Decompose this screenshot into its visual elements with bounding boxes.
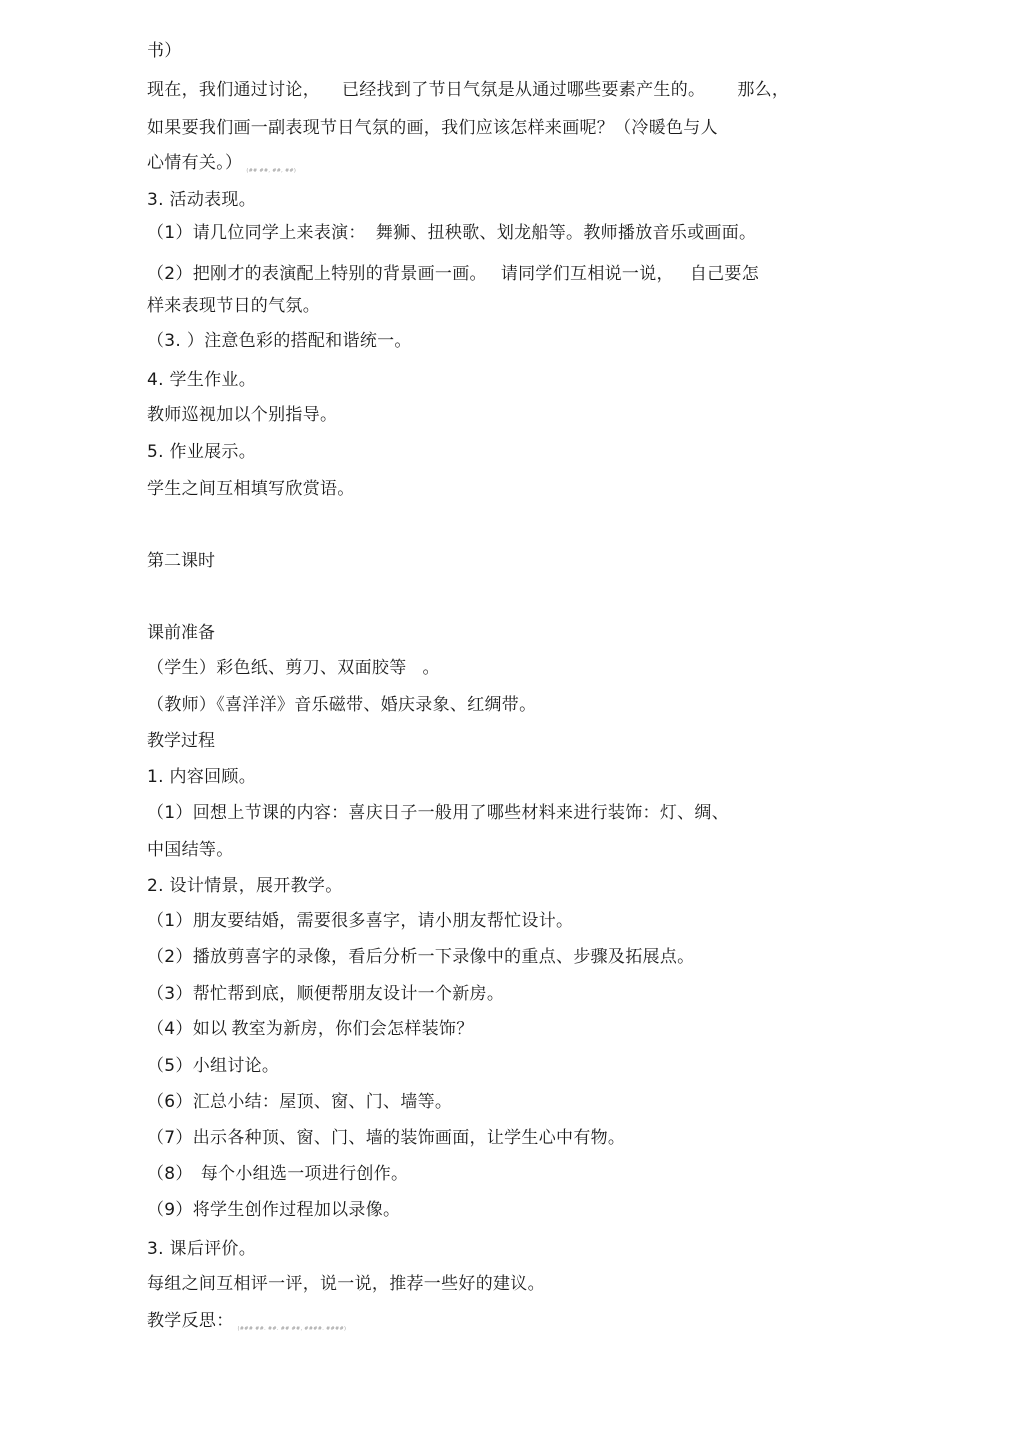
text-line: （3）帮忙帮到底，顺便帮朋友设计一个新房。: [147, 984, 505, 1004]
faint-mark: (### ##. ##. ## ##, ####. ####): [237, 1326, 347, 1332]
text-line: 中国结等。: [147, 840, 234, 860]
text-line: （2）播放剪喜字的录像，看后分析一下录像中的重点、步骤及拓展点。: [147, 947, 695, 967]
text-line: （5）小组讨论。: [147, 1056, 280, 1076]
subsection-heading: 课前准备: [147, 623, 215, 643]
text-line: （2）把刚才的表演配上特别的背景画一画。 请同学们互相说一说， 自己要怎: [147, 264, 760, 284]
text-line: （教师）《喜洋洋》音乐磁带、婚庆录象、红绸带。: [147, 695, 537, 715]
text-line: 如果要我们画一副表现节日气氛的画，我们应该怎样来画呢？（冷暖色与人: [147, 118, 718, 138]
text-line: 2. 设计情景，展开教学。: [147, 876, 343, 896]
text-line: （3. ）注意色彩的搭配和谐统一。: [147, 331, 412, 351]
text-line: （8） 每个小组选一项进行创作。: [147, 1164, 409, 1184]
text-line: 1. 内容回顾。: [147, 767, 257, 787]
text-line: 3. 课后评价。: [147, 1239, 257, 1259]
text-line: 5. 作业展示。: [147, 442, 257, 462]
section-heading: 第二课时: [147, 551, 215, 571]
text-line: 每组之间互相评一评，说一说，推荐一些好的建议。: [147, 1274, 545, 1294]
text-line: （7）出示各种顶、窗、门、墙的装饰画面，让学生心中有物。: [147, 1128, 626, 1148]
text-line: （1）朋友要结婚，需要很多喜字，请小朋友帮忙设计。: [147, 911, 574, 931]
text-line: 学生之间互相填写欣赏语。: [147, 479, 355, 499]
text-line: 3. 活动表现。: [147, 190, 257, 210]
text-line: （6）汇总小结：屋顶、窗、门、墙等。: [147, 1092, 453, 1112]
text-line: （学生）彩色纸、剪刀、双面胶等 。: [147, 658, 440, 678]
text-line: 教师巡视加以个别指导。: [147, 405, 338, 425]
text-line: 4. 学生作业。: [147, 370, 257, 390]
text-line: 心情有关。） (## ##, ##, ##): [147, 153, 297, 174]
text-line: 书）: [147, 41, 182, 61]
subsection-heading: 教学过程: [147, 731, 215, 751]
text-line: 样来表现节日的气氛。: [147, 296, 320, 316]
text-line: （1）回想上节课的内容：喜庆日子一般用了哪些材料来进行装饰：灯、绸、: [147, 803, 730, 823]
text-line: 教学反思： (### ##. ##. ## ##, ####. ####): [147, 1311, 347, 1332]
faint-mark: (## ##, ##, ##): [246, 168, 297, 174]
text-line: （9）将学生创作过程加以录像。: [147, 1200, 401, 1220]
text-line: （4）如以 教室为新房，你们会怎样装饰？: [147, 1019, 474, 1039]
text-line: 现在，我们通过讨论， 已经找到了节日气氛是从通过哪些要素产生的。 那么，: [147, 80, 790, 100]
text-line: （1）请几位同学上来表演： 舞狮、扭秧歌、划龙船等。教师播放音乐或画面。: [147, 223, 757, 243]
